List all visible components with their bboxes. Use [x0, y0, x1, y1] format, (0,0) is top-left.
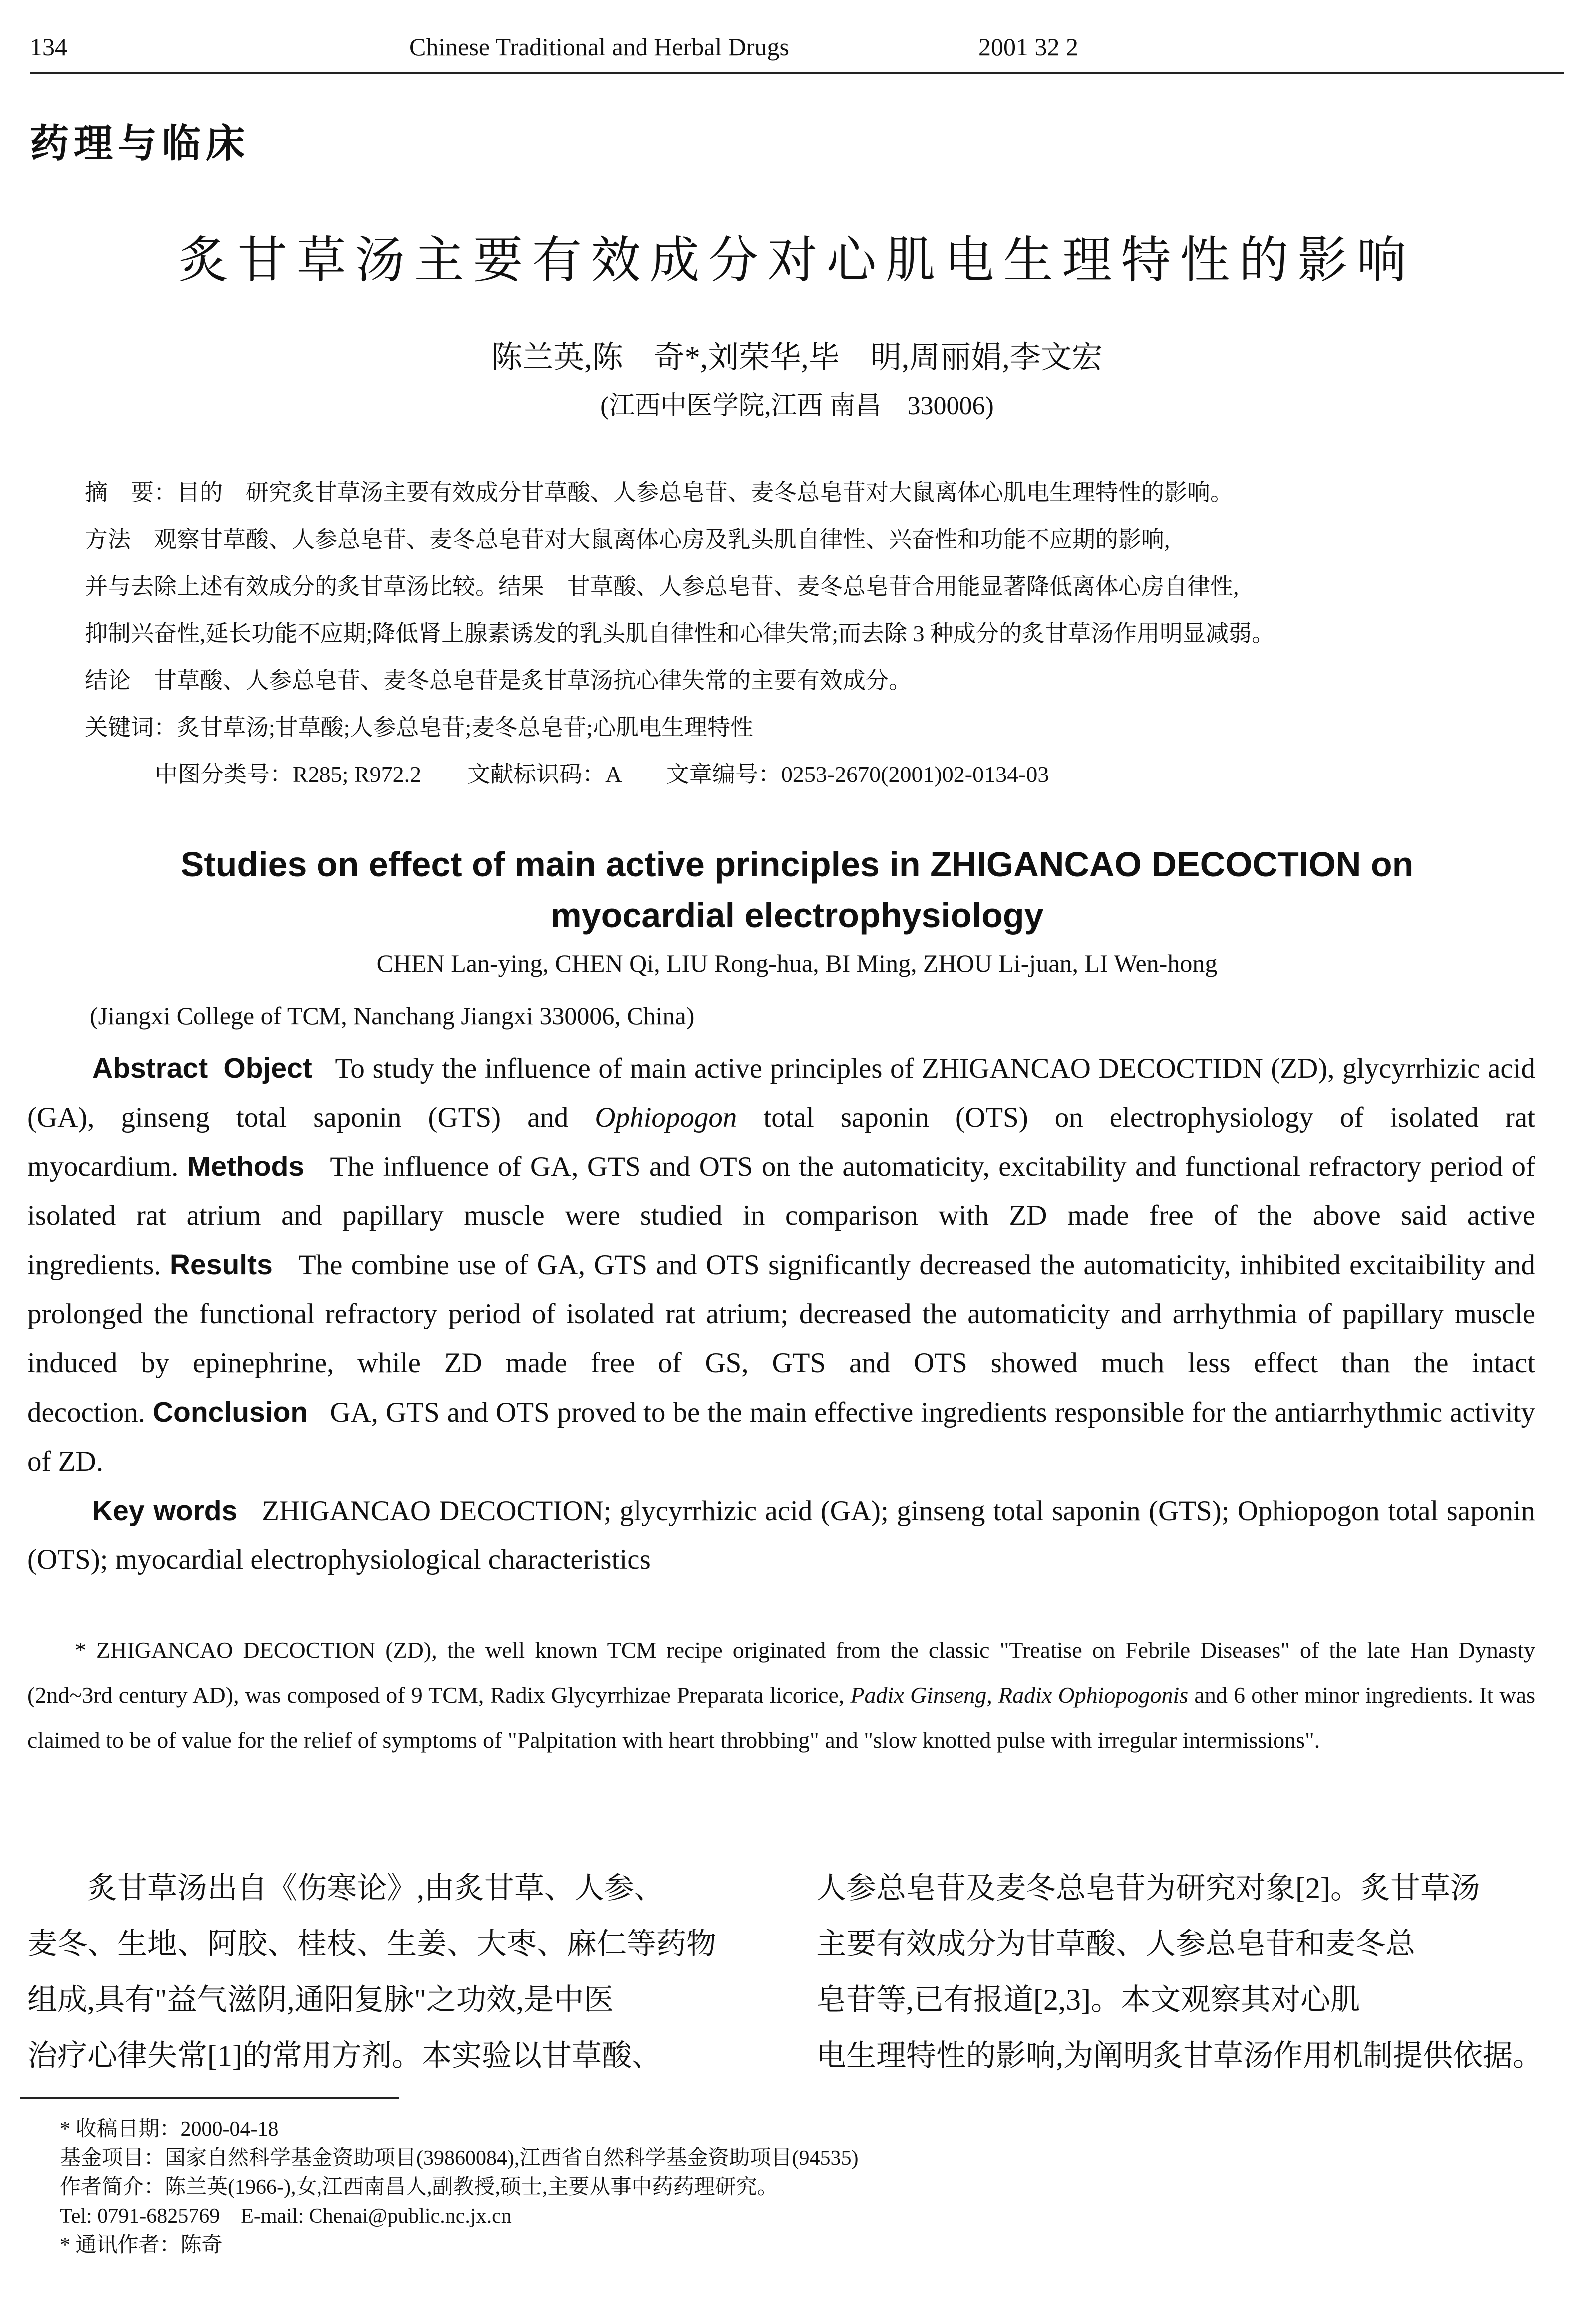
chinese-abstract-line: 结论 甘草酸、人参总皂苷、麦冬总皂苷是炙甘草汤抗心律失常的主要有效成分。	[85, 668, 912, 693]
intro-line: 主要有效成分为甘草酸、人参总皂苷和麦冬总	[816, 1928, 1415, 1960]
methods-label: Methods	[187, 1151, 305, 1182]
english-authors: CHEN Lan-ying, CHEN Qi, LIU Rong-hua, BI Ming, ZHOU Li-juan, LI Wen-hong	[376, 949, 1218, 977]
footnote-italic-ginseng: Padix Ginseng	[850, 1682, 987, 1708]
intro-line: 治疗心律失常[1]的常用方剂。本实验以甘草酸、	[27, 2039, 661, 2072]
chinese-title: 炙甘草汤主要有效成分对心肌电生理特性的影响	[178, 233, 1416, 288]
results-label: Results	[169, 1249, 273, 1281]
journal-name: Chinese Traditional and Herbal Drugs	[409, 33, 790, 61]
english-affiliation: (Jiangxi College of TCM, Nanchang Jiangxi 330006, China)	[90, 1002, 695, 1030]
footnote-text-end: and 6 other minor ingredients. It was claimed to be of value for the relief of symptoms of "Palpitation with heart throbbing" and "slow knotted pulse with irregular intermissions".	[27, 1682, 1535, 1753]
keywords-text: ZHIGANCAO DECOCTION; glycyrrhizic acid (GA); ginseng total saponin (GTS); Ophiopogon total saponin (OTS); myocardial electrophysiological characteristics	[27, 1495, 1535, 1575]
keywords-label: Key words	[92, 1495, 238, 1527]
object-italic: Ophiopogon	[595, 1102, 737, 1133]
abstract-paragraph	[27, 1044, 1535, 1486]
issue-info: 2001 32 2	[978, 33, 1078, 61]
intro-line: 皂苷等,已有报道[2,3]。本文观察其对心肌	[816, 1983, 1360, 2016]
intro-line: 电生理特性的影响,为阐明炙甘草汤作用机制提供依据。	[816, 2039, 1543, 2072]
footnote-paragraph	[27, 1628, 1535, 1763]
footer-divider	[20, 2097, 399, 2099]
chinese-affiliation: (江西中医学院,江西 南昌 330006)	[600, 392, 994, 420]
received-date: * 收稿日期：2000-04-18	[60, 2118, 279, 2141]
conclusion-label: Conclusion	[152, 1396, 308, 1428]
object-text: To study the influence of main active principles of ZHIGANCAO DECOCTIDN (ZD), glycyrrhizic acid (GA), ginseng total saponin (GTS) and	[27, 1053, 1536, 1133]
intro-line: 炙甘草汤出自《伤寒论》,由炙甘草、人参、	[87, 1872, 664, 1905]
chinese-abstract-line: 抑制兴奋性,延长功能不应期;降低肾上腺素诱发的乳头肌自律性和心律失常;而去除 3 种成分的炙甘草汤作用明显减弱。	[85, 621, 1275, 646]
footnote	[27, 1628, 1535, 1763]
english-title-line-2: myocardial electrophysiology	[550, 896, 1044, 935]
chinese-keywords: 关键词：炙甘草汤;甘草酸;人参总皂苷;麦冬总皂苷;心肌电生理特性	[85, 715, 754, 740]
corresponding-author: * 通讯作者：陈奇	[60, 2234, 223, 2257]
chinese-abstract-line: 摘 要：目的 研究炙甘草汤主要有效成分甘草酸、人参总皂苷、麦冬总皂苷对大鼠离体心肌电生理特性的影响。	[85, 480, 1233, 505]
abstract-label: Abstract	[92, 1052, 208, 1084]
footnote-italic-ophiopogonis: Radix Ophiopogonis	[998, 1682, 1189, 1708]
fund-info: 基金项目：国家自然科学基金资助项目(39860084),江西省自然科学基金资助项目(94535)	[60, 2147, 859, 2170]
running-header	[30, 27, 1564, 74]
footnote-sep: ,	[986, 1682, 998, 1708]
footnote-text: * ZHIGANCAO DECOCTION (ZD), the well known TCM recipe originated from the classic "Treatise on Febrile Diseases" of the late Han Dynasty (2nd~3rd century AD), was composed of 9 TCM, Radix Glycyrrhizae Preparata licorice,	[27, 1637, 1535, 1708]
conclusion-text: GA, GTS and OTS proved to be the main effective ingredients responsible for the antiarrhythmic activity of ZD.	[27, 1397, 1536, 1477]
page-number: 134	[30, 33, 67, 61]
english-title-line-1: Studies on effect of main active principles in ZHIGANCAO DECOCTION on	[180, 845, 1414, 884]
intro-right-column	[816, 1860, 1555, 2084]
classification-line: 中图分类号：R285; R972.2 文献标识码：A 文章编号：0253-2670(2001)02-0134-03	[155, 762, 1049, 787]
english-abstract	[27, 1044, 1535, 1584]
page-footer	[60, 2115, 1508, 2260]
chinese-abstract	[85, 469, 1463, 798]
intro-line: 人参总皂苷及麦冬总皂苷为研究对象[2]。炙甘草汤	[816, 1872, 1480, 1905]
intro-left-column	[27, 1860, 766, 2084]
intro-line: 麦冬、生地、阿胶、桂枝、生姜、大枣、麻仁等药物	[27, 1928, 716, 1960]
section-heading: 药理与临床	[30, 122, 250, 165]
english-title	[50, 839, 1544, 941]
methods-text: The influence of GA, GTS and OTS on the automaticity, excitability and functional refractory period of isolated rat atrium and papillary muscle were studied in comparison with ZD made free of the above said active ingredients.	[27, 1151, 1536, 1281]
results-text: The combine use of GA, GTS and OTS significantly decreased the automaticity, inhibited excitaibility and prolonged the functional refractory period of isolated rat atrium; decreased the automaticity and arrhythmia of papillary muscle induced by epinephrine, while ZD made free of GS, GTS and OTS showed much less effect than the intact decoction.	[27, 1249, 1536, 1428]
chinese-authors: 陈兰英,陈 奇*,刘荣华,毕 明,周丽娟,李文宏	[491, 341, 1103, 375]
object-label: Object	[223, 1052, 312, 1084]
intro-line: 组成,具有"益气滋阴,通阳复脉"之功效,是中医	[27, 1983, 614, 2016]
keywords-paragraph	[27, 1486, 1535, 1584]
chinese-abstract-line: 方法 观察甘草酸、人参总皂苷、麦冬总皂苷对大鼠离体心房及乳头肌自律性、兴奋性和功能不应期的影响,	[85, 527, 1170, 552]
object-text-end: total saponin (OTS) on electrophysiology of isolated rat myocardium.	[27, 1102, 1535, 1182]
contact-info: Tel: 0791-6825769 E-mail: Chenai@public.nc.jx.cn	[60, 2205, 512, 2228]
chinese-abstract-line: 并与去除上述有效成分的炙甘草汤比较。结果 甘草酸、人参总皂苷、麦冬总皂苷合用能显著降低离体心房自律性,	[85, 574, 1239, 599]
author-bio: 作者简介：陈兰英(1966-),女,江西南昌人,副教授,硕士,主要从事中药药理研究。	[60, 2176, 778, 2199]
